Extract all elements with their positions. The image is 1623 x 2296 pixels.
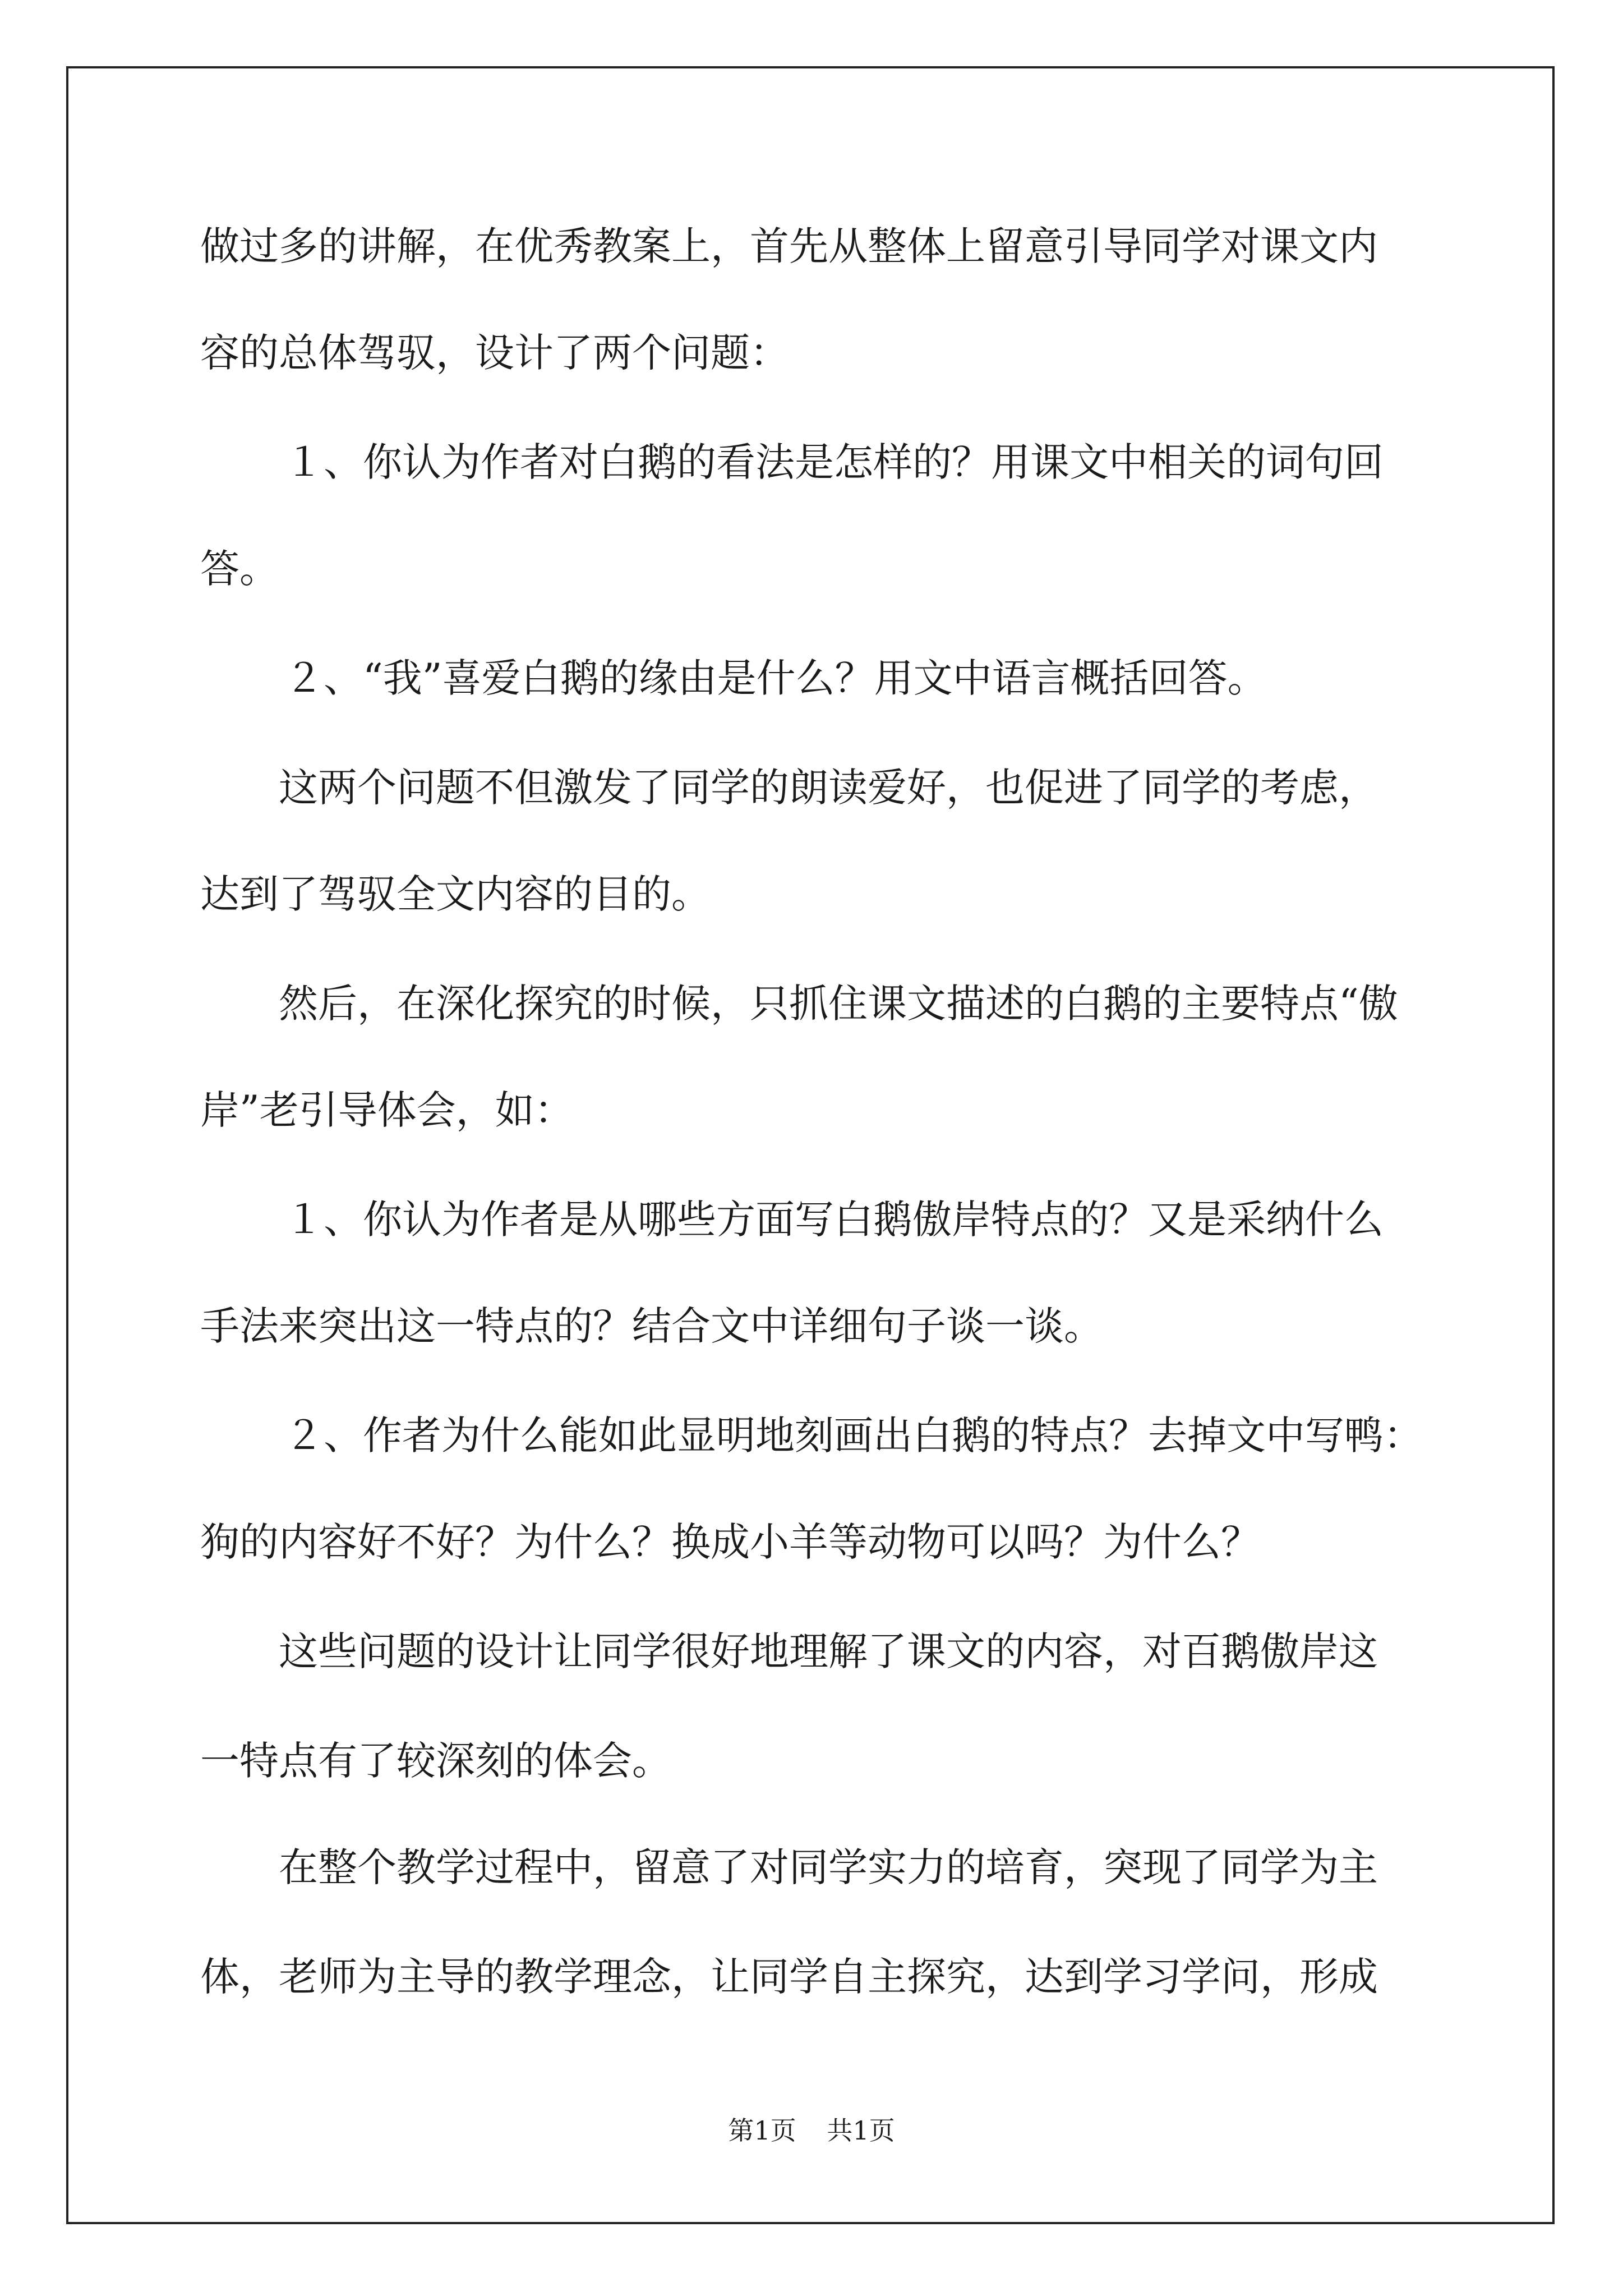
text-line: 这些问题的设计让同学很好地理解了课文的内容，对百鹅傲岸这 — [279, 1628, 1378, 1674]
text-line: ２、作者为什么能如此显明地刻画出白鹅的特点？去掉文中写鸭： — [284, 1412, 1423, 1458]
page-border — [66, 66, 1555, 2224]
text-line: 一特点有了较深刻的体会。 — [200, 1738, 671, 1784]
text-line: ２、“我”喜爱白鹅的缘由是什么？用文中语言概括回答。 — [284, 655, 1267, 701]
text-line: 岸”老引导体会，如： — [200, 1087, 574, 1133]
text-line: 容的总体驾驭，设计了两个问题： — [200, 330, 789, 376]
text-line: 达到了驾驭全文内容的目的。 — [200, 871, 711, 917]
text-line: 手法来突出这一特点的？结合文中详细句子谈一谈。 — [200, 1303, 1103, 1349]
page-number: 第1页 — [728, 2115, 796, 2146]
text-line: 然后，在深化探究的时候，只抓住课文描述的白鹅的主要特点“傲 — [279, 981, 1398, 1027]
text-line: 答。 — [200, 546, 279, 592]
text-line: 这两个问题不但激发了同学的朗读爱好，也促进了同学的考虑， — [279, 765, 1378, 811]
text-line: １、你认为作者是从哪些方面写白鹅傲岸特点的？又是采纳什么 — [284, 1197, 1384, 1243]
text-line: 狗的内容好不好？为什么？换成小羊等动物可以吗？为什么？ — [200, 1519, 1260, 1565]
text-line: 做过多的讲解，在优秀教案上，首先从整体上留意引导同学对课文内 — [200, 223, 1378, 269]
page-total: 共1页 — [827, 2115, 895, 2146]
text-line: １、你认为作者对白鹅的看法是怎样的？用课文中相关的词句回 — [284, 439, 1384, 485]
text-line: 体，老师为主导的教学理念，让同学自主探究，达到学习学问，形成 — [200, 1954, 1378, 2000]
page-footer — [0, 2110, 1623, 2147]
text-line: 在整个教学过程中，留意了对同学实力的培育，突现了同学为主 — [279, 1844, 1378, 1890]
